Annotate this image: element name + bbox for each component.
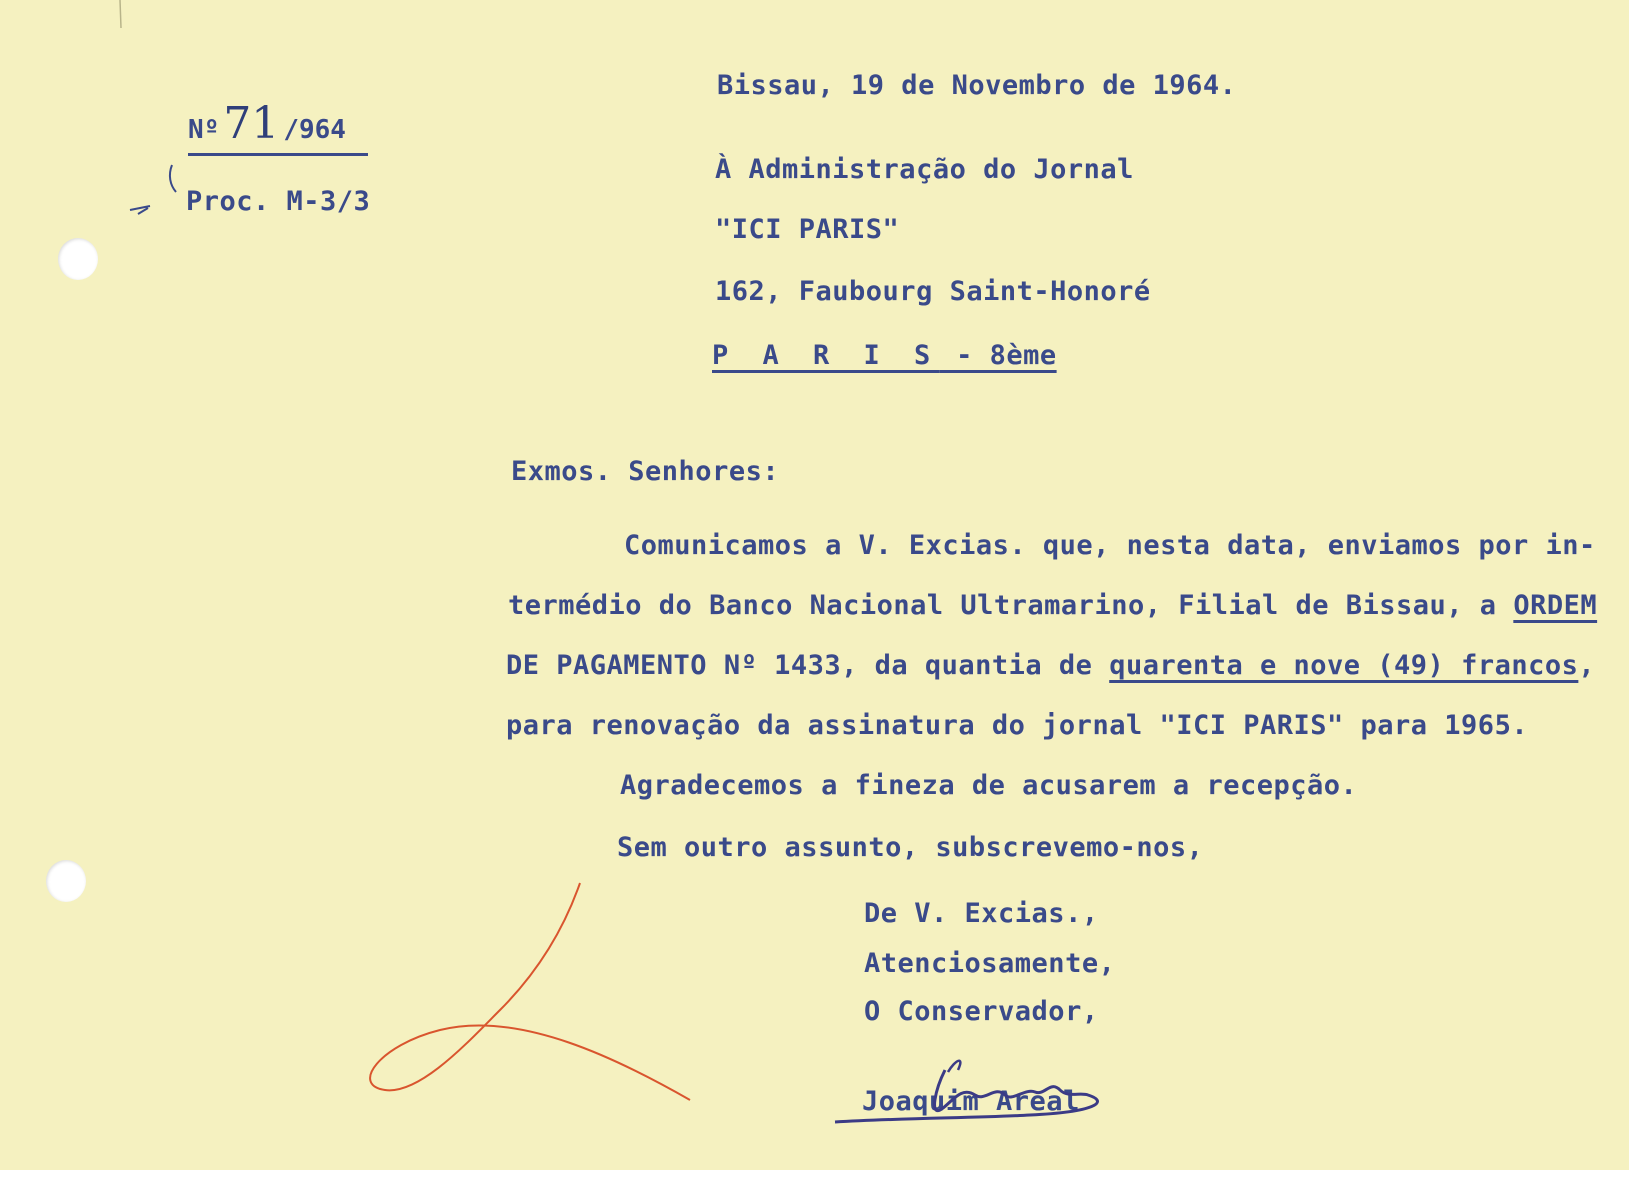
paragraph-1-line-3-comma: , bbox=[1578, 650, 1596, 681]
paragraph-1-line-4: para renovação da assinatura do jornal "ICI PARIS" para 1965. bbox=[506, 710, 1529, 741]
recipient-district: - 8ème bbox=[939, 340, 1057, 371]
scan-border-bottom bbox=[0, 1170, 1643, 1180]
paragraph-1-line-2-text: termédio do Banco Nacional Ultramarino, Filial de Bissau, a bbox=[508, 590, 1514, 621]
signatory-name: Joaquim Areal bbox=[862, 1086, 1080, 1117]
paragraph-1-line-3 bbox=[506, 650, 1595, 681]
margin-arrow bbox=[130, 206, 150, 214]
reference-year: /964 bbox=[283, 115, 346, 145]
punch-hole-bottom bbox=[46, 860, 86, 902]
recipient-address: 162, Faubourg Saint-Honoré bbox=[715, 276, 1151, 307]
signature-upstroke bbox=[948, 1061, 960, 1072]
recipient-line-2: "ICI PARIS" bbox=[715, 214, 900, 245]
red-pencil-mark bbox=[370, 883, 690, 1100]
top-edge-tick bbox=[120, 0, 121, 28]
paragraph-3: Sem outro assunto, subscrevemo-nos, bbox=[617, 832, 1204, 863]
payment-order-number: DE PAGAMENTO Nº 1433 bbox=[506, 650, 842, 681]
recipient-city bbox=[712, 340, 1057, 371]
reference-number bbox=[188, 98, 368, 156]
recipient-city-name: P A R I S bbox=[712, 340, 940, 371]
closing-line-1: De V. Excias., bbox=[864, 898, 1099, 929]
paragraph-1-line-3-text: , da quantia de bbox=[841, 650, 1110, 681]
scan-border-right bbox=[1629, 0, 1643, 1180]
place-date: Bissau, 19 de Novembro de 1964. bbox=[717, 70, 1237, 101]
process-number: Proc. M-3/3 bbox=[186, 186, 371, 217]
reference-prefix: Nº bbox=[188, 115, 220, 145]
closing-line-2: Atenciosamente, bbox=[864, 948, 1116, 979]
salutation: Exmos. Senhores: bbox=[511, 456, 780, 487]
paragraph-1-line-2 bbox=[508, 590, 1597, 621]
paragraph-1-line-1: Comunicamos a V. Excias. que, nesta data, enviamos por in- bbox=[624, 530, 1596, 561]
paragraph-2: Agradecemos a fineza de acusarem a recepção. bbox=[620, 770, 1358, 801]
reference-handwritten-number: 71 bbox=[223, 98, 280, 149]
payment-order-underlined: ORDEM bbox=[1513, 590, 1598, 621]
closing-line-3: O Conservador, bbox=[864, 996, 1099, 1027]
recipient-line-1: À Administração do Jornal bbox=[715, 154, 1134, 185]
punch-hole-top bbox=[58, 238, 98, 280]
margin-tick bbox=[170, 165, 176, 192]
amount-underlined: quarenta e nove (49) francos bbox=[1109, 650, 1579, 681]
